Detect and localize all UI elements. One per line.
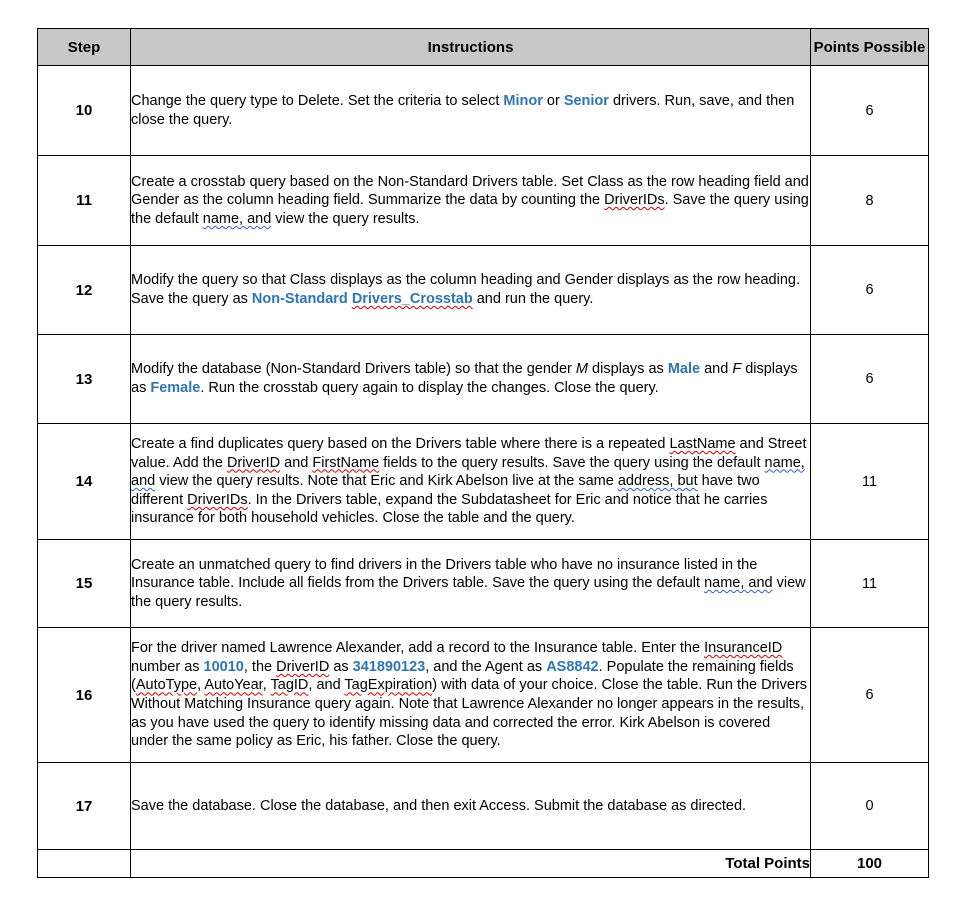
total-row <box>38 850 929 878</box>
step-number: 17 <box>38 763 131 850</box>
table-row <box>38 156 929 246</box>
table-row <box>38 66 929 156</box>
step-number: 12 <box>38 246 131 335</box>
instruction-text: Create a find duplicates query based on the Drivers table where there is a repeated LastName and Street value. Add the DriverID and FirstName fields to the query results. Save the query using the default name, and view the query results. Note that Eric and Kirk Abelson live at the same address, but have two different DriverIDs. In the Drivers table, expand the Subdatasheet for Eric and notice that he carries insurance for both household vehicles. Close the table and the query. <box>131 424 811 540</box>
table-row <box>38 763 929 850</box>
points-value: 8 <box>811 156 929 246</box>
points-value: 11 <box>811 540 929 628</box>
step-number: 13 <box>38 335 131 424</box>
header-instructions: Instructions <box>131 29 811 66</box>
instruction-text: Modify the database (Non-Standard Drivers table) so that the gender M displays as Male and F displays as Female. Run the crosstab query again to display the changes. Close the query. <box>131 335 811 424</box>
total-label: Total Points <box>131 850 811 878</box>
total-value: 100 <box>811 850 929 878</box>
step-number: 16 <box>38 628 131 763</box>
rubric-table <box>37 28 929 878</box>
points-value: 11 <box>811 424 929 540</box>
step-number: 11 <box>38 156 131 246</box>
instruction-text: Modify the query so that Class displays as the column heading and Gender displays as the row heading. Save the query as Non-Standard Drivers_Crosstab and run the query. <box>131 246 811 335</box>
table-row <box>38 424 929 540</box>
step-number: 14 <box>38 424 131 540</box>
table-row <box>38 246 929 335</box>
header-row <box>38 29 929 66</box>
total-empty-cell <box>38 850 131 878</box>
instruction-text: Save the database. Close the database, and then exit Access. Submit the database as directed. <box>131 763 811 850</box>
instruction-text: Create a crosstab query based on the Non-Standard Drivers table. Set Class as the row heading field and Gender as the column heading field. Summarize the data by counting the DriverIDs. Save the query using the default name, and view the query results. <box>131 156 811 246</box>
points-value: 6 <box>811 246 929 335</box>
table-row <box>38 540 929 628</box>
table-row <box>38 335 929 424</box>
step-number: 15 <box>38 540 131 628</box>
header-step: Step <box>38 29 131 66</box>
points-value: 6 <box>811 66 929 156</box>
instruction-text: Change the query type to Delete. Set the criteria to select Minor or Senior drivers. Run, save, and then close the query. <box>131 66 811 156</box>
instruction-text: Create an unmatched query to find drivers in the Drivers table who have no insurance listed in the Insurance table. Include all fields from the Drivers table. Save the query using the default name, and view the query results. <box>131 540 811 628</box>
instruction-text: For the driver named Lawrence Alexander, add a record to the Insurance table. Enter the InsuranceID number as 10010, the DriverID as 341890123, and the Agent as AS8842. Populate the remaining fields (AutoType, AutoYear, TagID, and TagExpiration) with data of your choice. Close the table. Run the Drivers Without Matching Insurance query again. Note that Lawrence Alexander no longer appears in the results, as you have used the query to identify missing data and corrected the error. Kirk Abelson is covered under the same policy as Eric, his father. Close the query. <box>131 628 811 763</box>
points-value: 6 <box>811 335 929 424</box>
step-number: 10 <box>38 66 131 156</box>
table-row <box>38 628 929 763</box>
points-value: 6 <box>811 628 929 763</box>
points-value: 0 <box>811 763 929 850</box>
header-points: Points Possible <box>811 29 929 66</box>
